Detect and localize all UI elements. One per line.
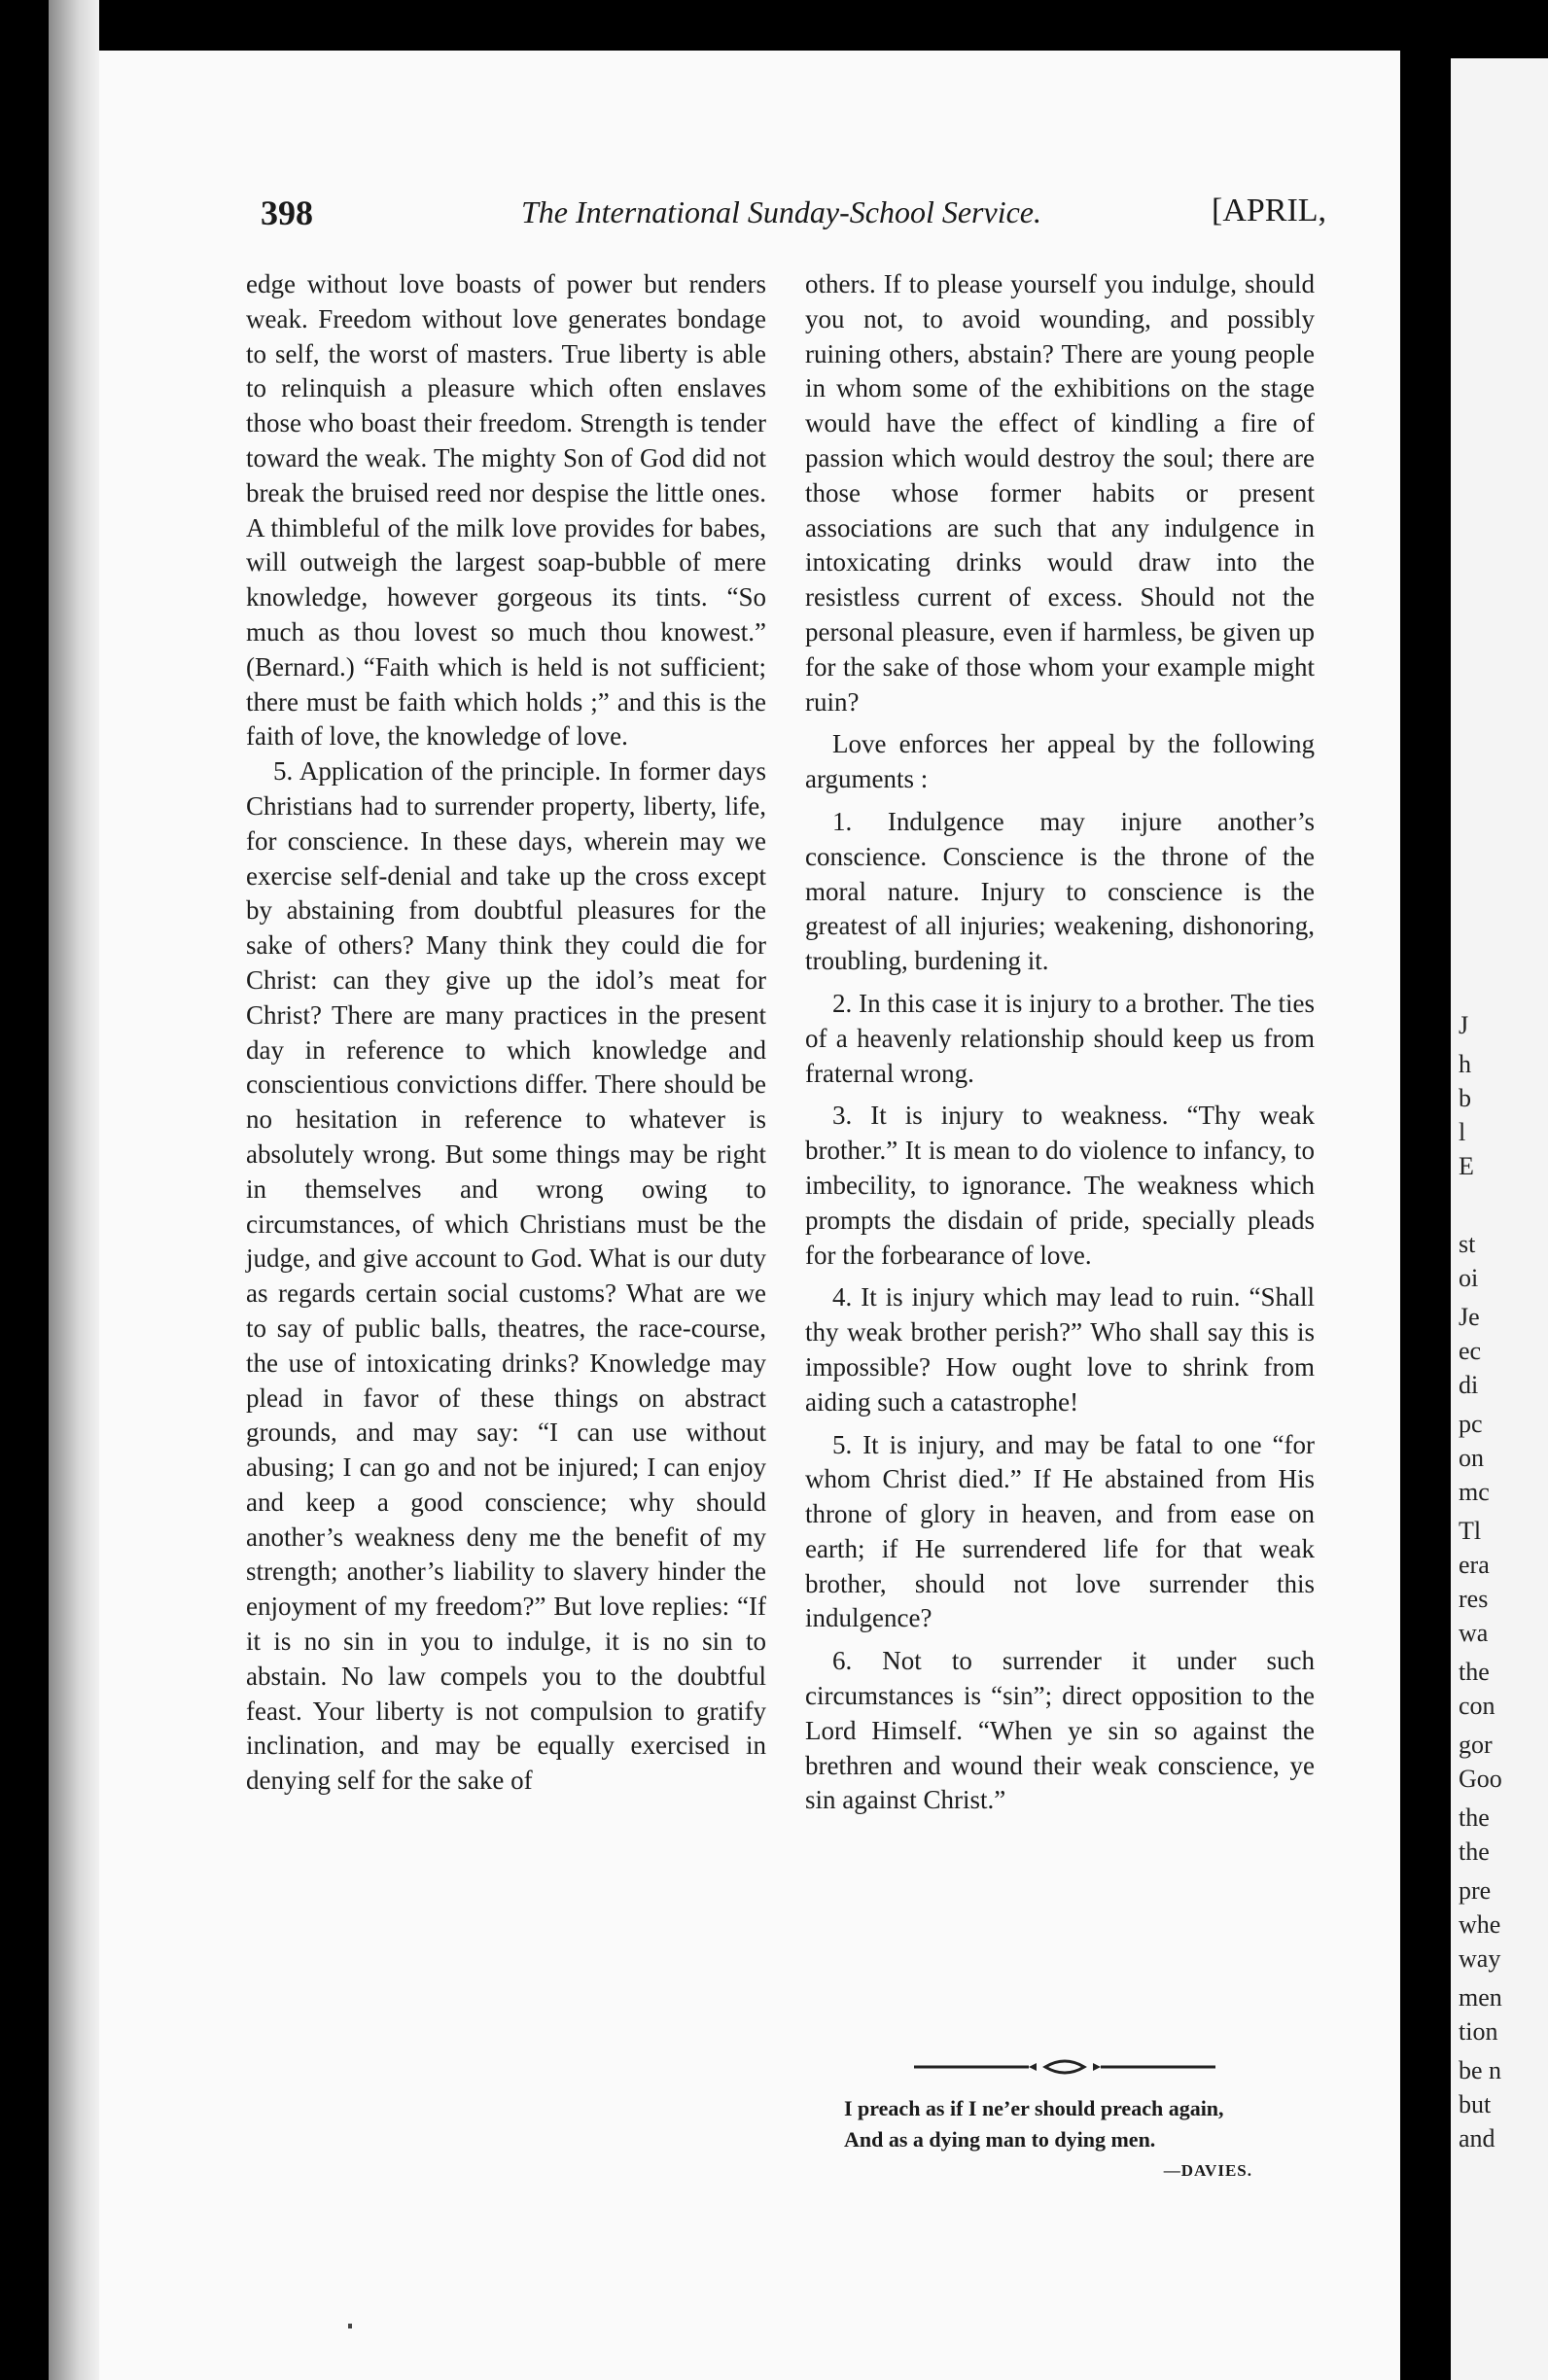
next-page-fragment: pre: [1459, 1876, 1492, 1905]
next-page-fragment: wa: [1459, 1619, 1489, 1647]
next-page-fragment: b: [1459, 1084, 1471, 1112]
epigraph-author: —DAVIES.: [1163, 2161, 1252, 2180]
next-page-fragment: be n: [1459, 2056, 1502, 2084]
next-page-fragment: st: [1459, 1230, 1476, 1258]
next-page-fragment: res: [1459, 1585, 1489, 1613]
next-page-fragment: E: [1459, 1152, 1474, 1180]
next-page-fragment: Tl: [1459, 1517, 1482, 1545]
next-page-fragment: and: [1459, 2124, 1495, 2152]
scan-border-left: [0, 0, 49, 2380]
next-page-fragment: pc: [1459, 1410, 1483, 1438]
paragraph: 2. In this case it is injury to a brother. The ties of a heavenly relationship should keep us from fraternal wrong.: [805, 988, 1315, 1088]
next-page-fragment: way: [1459, 1944, 1501, 1973]
next-page-fragment: era: [1459, 1551, 1490, 1579]
paragraph: 1. Indulgence may injure another’s conscience. Conscience is the throne of the moral nature. Injury to conscience is the greatest of all injuries; weakening, dishonoring, troubling, burdening it.: [805, 806, 1315, 976]
book-gutter: [1400, 0, 1451, 2380]
epigraph-line: And as a dying man to dying men.: [844, 2127, 1156, 2152]
page-fold-shadow: [49, 0, 99, 2380]
next-page-fragment: di: [1459, 1371, 1479, 1399]
next-page-fragment: the: [1459, 1803, 1490, 1832]
running-head: The International Sunday-School Service.: [521, 194, 1041, 229]
ornament-divider: [914, 2055, 1215, 2079]
next-page-fragment: mc: [1459, 1478, 1490, 1506]
next-page-fragment: tion: [1459, 2017, 1498, 2046]
next-page-fragment: oi: [1459, 1264, 1479, 1292]
next-page-fragment: on: [1459, 1444, 1484, 1472]
next-page-fragment: men: [1459, 1983, 1502, 2012]
paragraph: 5. Application of the principle. In former days Christians had to surrender property, liberty, life, for conscience. In these days, wherein may we exercise self-denial and take up the cross except by abstaining from doubtful pleasures for the sake of others? Many think they could die for Christ: can they give up the idol’s meat for Christ? There are many practices in the present day in reference to which knowledge and conscientious convictions differ. There should be no hesitation in reference to whatever is absolutely wrong. But some things may be right in themselves and wrong owing to circumstances, of which Christians must be the judge, and give account to God. What is our duty as regards certain social customs? What are we to say of public balls, theatres, the race-course, the use of intoxicating drinks? Knowledge may plead in favor of these things on abstract grounds, and may say: “I can use without abusing; I can go and not be injured; I can enjoy and keep a good conscience; why should another’s weakness deny me the benefit of my strength; another’s liability to slavery hinder the enjoyment of my freedom?” But love replies: “If it is no sin in you to indulge, it is no sin to abstain. No law compels you to the doubtful feast. Your liberty is not compulsion to gratify inclination, and may be equally exercised in denying self for the sake of: [246, 756, 766, 1796]
next-page-fragment: but: [1459, 2090, 1492, 2118]
next-page-fragment: gor: [1459, 1731, 1493, 1759]
paragraph: 4. It is injury which may lead to ruin. “Shall thy weak brother perish?” Who shall say this is impossible? How ought love to shrink from aiding such a catastrophe!: [805, 1282, 1315, 1417]
page-header: [261, 192, 1327, 241]
scan-speck: [348, 2324, 352, 2328]
paragraph: others. If to please yourself you indulge, should you not, to avoid wounding, and possibly ruining others, abstain? There are young people in whom some of the exhibitions on the stage would have the effect of kindling a fire of passion which would destroy the soul; there are those whose former habits or present associations are such that any indulgence in intoxicating drinks would draw into the resistless current of excess. Should not the personal pleasure, even if harmless, be given up for the sake of those whom your example might ruin?: [805, 269, 1315, 717]
paragraph: Love enforces her appeal by the following arguments :: [805, 729, 1315, 794]
paragraph: 3. It is injury to weakness. “Thy weak brother.” It is mean to do violence to infancy, to imbecility, to ignorance. The weakness which prompts the disdain of pride, specially pleads for the forbearance of love.: [805, 1101, 1315, 1270]
left-column: [246, 267, 766, 1799]
next-page-fragment: ec: [1459, 1337, 1482, 1365]
right-column: [805, 267, 1315, 1818]
next-page-edge: [1451, 58, 1548, 2380]
next-page-fragment: con: [1459, 1692, 1495, 1720]
next-page-fragment: the: [1459, 1838, 1490, 1866]
running-month: [APRIL,: [1212, 192, 1327, 228]
next-page-fragment: whe: [1459, 1910, 1501, 1939]
epigraph-line: I preach as if I ne’er should preach again,: [844, 2096, 1224, 2120]
next-page-fragment: Je: [1459, 1303, 1480, 1331]
page-number: 398: [261, 193, 313, 232]
next-page-fragment: J: [1459, 1011, 1469, 1039]
next-page-fragment: the: [1459, 1658, 1490, 1686]
paragraph: 6. Not to surrender it under such circumstances is “sin”; direct opposition to the Lord Himself. “When ye sin so against the brethren and wound their weak conscience, ye sin against Christ.”: [805, 1646, 1315, 1815]
epigraph: [844, 2093, 1291, 2187]
paragraph: edge without love boasts of power but renders weak. Freedom without love generates bondage to self, the worst of masters. True liberty is able to relinquish a pleasure which often enslaves those who boast their freedom. Strength is tender toward the weak. The mighty Son of God did not break the bruised reed nor despise the little ones. A thimbleful of the milk love provides for babes, will outweigh the largest soap-bubble of mere knowledge, however gorgeous its tints. “So much as thou lovest so much thou knowest.” (Bernard.) “Faith which is held is not sufficient; there must be faith which holds ;” and this is the faith of love, the knowledge of love.: [246, 269, 766, 752]
paragraph: 5. It is injury, and may be fatal to one “for whom Christ died.” If He abstained from His throne of glory in heaven, and from ease on earth; if He surrendered life for that weak brother, should not love surrender this indulgence?: [805, 1429, 1315, 1633]
next-page-fragment: h: [1459, 1050, 1471, 1078]
next-page-fragment: l: [1459, 1118, 1466, 1146]
next-page-fragment: Goo: [1459, 1765, 1502, 1793]
